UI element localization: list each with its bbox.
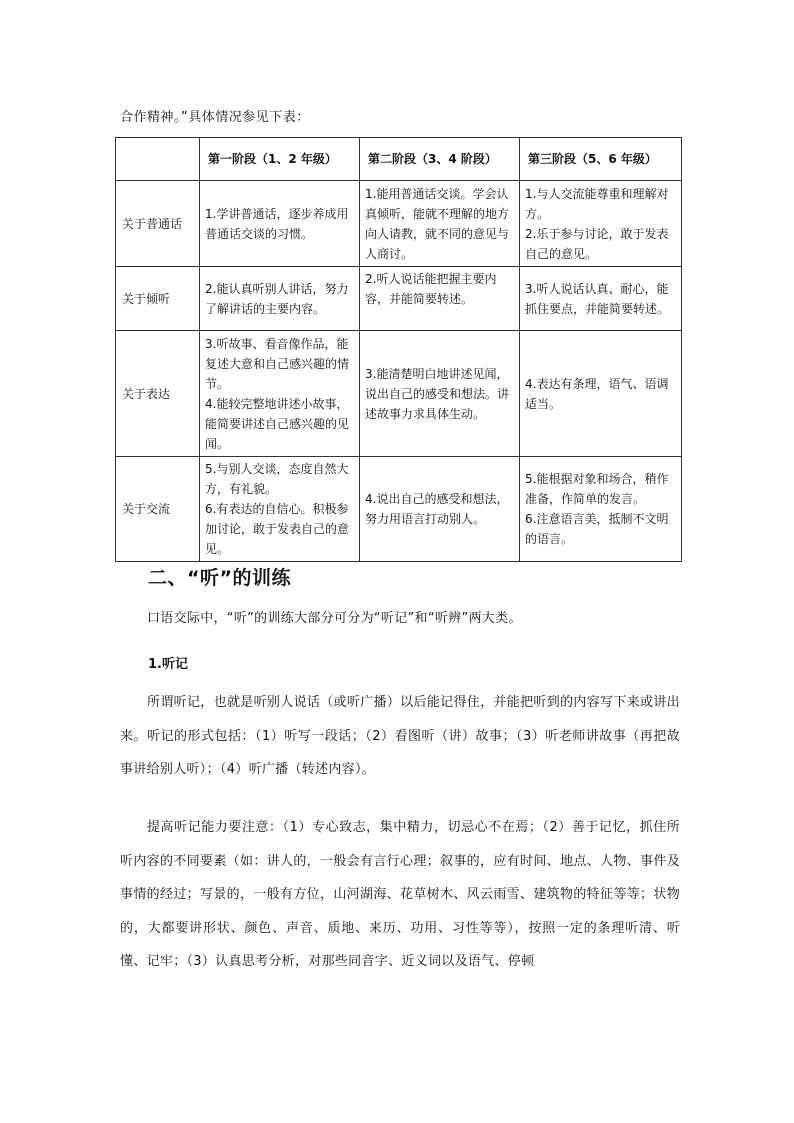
table-row <box>116 457 682 562</box>
paragraph-recall-definition: 所谓听记，也就是听别人说话（或听广播）以后能记得住，并能把听到的内容写下来或讲出来。听记的形式包括：（1）听写一段话；（2）看图听（讲）故事；（3）听老师讲故事（再把故事讲给别人听）；（4）听广播（转述内容）。 <box>120 695 680 777</box>
row-label: 关于倾听 <box>116 267 200 331</box>
table-row <box>116 181 682 267</box>
cell-text: 3.听人说话认真、耐心，能抓住要点，并能简要转述。 <box>525 281 670 316</box>
cell-text: 3.听故事、看音像作品，能复述大意和自己感兴趣的情节。 <box>205 336 350 391</box>
table-cell <box>520 181 682 267</box>
cell-text: 4.说出自己的感受和想法，努力用语言打动别人。 <box>365 492 509 526</box>
section-title: 二、“听”的训练 <box>148 567 291 589</box>
table-cell <box>520 267 682 331</box>
cell-text: 2.乐于参与讨论，敢于发表自己的意见。 <box>525 226 669 261</box>
cell-text: 2.听人说话能把握主要内容，并能简要转述。 <box>365 272 497 306</box>
cell-text: 2.能认真听别人讲话，努力了解讲话的主要内容。 <box>205 281 349 316</box>
stages-table <box>115 137 682 562</box>
table-cell <box>360 457 520 562</box>
table-cell <box>360 267 520 331</box>
cell-text: 4.能较完整地讲述小故事，能简要讲述自己感兴趣的见闻。 <box>205 396 350 451</box>
header-stage-2: 第二阶段（3、4 阶段） <box>360 138 520 181</box>
table-row <box>116 267 682 331</box>
paragraph-recall-tips: 提高听记能力要注意：（1）专心致志，集中精力，切忌心不在焉；（2）善于记忆，抓住所听内容的不同要素（如：讲人的，一般会有言行心理；叙事的，应有时间、地点、人物、事件及事情的经过；写景的，一般有方位，山河湖海、花草树木、风云雨雪、建筑物的特征等等；状物的，大都要讲形状、颜色、声音、质地、来历、功用、习性等等），按照一定的条理听清、听懂、记牢；（3）认真思考分析，对那些同音字、近义词以及语气、停顿 <box>120 820 680 969</box>
subheading-listening-recall: 1.听记 <box>148 657 188 672</box>
cell-text: 1.学讲普通话，逐步养成用普通话交谈的习惯。 <box>205 206 349 241</box>
header-corner <box>116 138 200 181</box>
row-label: 关于交流 <box>116 457 200 562</box>
cell-text: 5.能根据对象和场合，稍作准备，作简单的发言。 <box>525 472 669 506</box>
paragraph-listening-categories: 口语交际中，“听”的训练大部分可分为“听记”和“听辨”两大类。 <box>147 611 522 626</box>
table-cell <box>200 331 360 457</box>
table-cell <box>360 181 520 267</box>
intro-text: 合作精神。”具体情况参见下表： <box>120 110 310 125</box>
cell-text: 1.与人交流能尊重和理解对方。 <box>525 186 669 221</box>
header-stage-1: 第一阶段（1、2 年级） <box>200 138 360 181</box>
table-cell <box>200 457 360 562</box>
cell-text: 1.能用普通话交谈。学会认真倾听，能就不理解的地方向人请教，就不同的意见与人商讨。 <box>365 186 510 261</box>
table-cell <box>520 457 682 562</box>
cell-text: 4.表达有条理，语气、语调适当。 <box>525 376 669 411</box>
table-cell <box>200 181 360 267</box>
table-row <box>116 331 682 457</box>
table-cell <box>520 331 682 457</box>
row-label: 关于普通话 <box>116 181 200 267</box>
table-cell <box>200 267 360 331</box>
cell-text: 6.有表达的自信心。积极参加讨论，敢于发表自己的意见。 <box>205 502 350 556</box>
cell-text: 6.注意语言美，抵制不文明的语言。 <box>525 512 669 546</box>
cell-text: 5.与别人交谈，态度自然大方，有礼貌。 <box>205 462 349 496</box>
header-stage-3: 第三阶段（5、6 年级） <box>520 138 682 181</box>
row-label: 关于表达 <box>116 331 200 457</box>
table-header-row <box>116 138 682 181</box>
table-cell <box>360 331 520 457</box>
cell-text: 3.能清楚明白地讲述见闻，说出自己的感受和想法。讲述故事力求具体生动。 <box>365 366 510 421</box>
